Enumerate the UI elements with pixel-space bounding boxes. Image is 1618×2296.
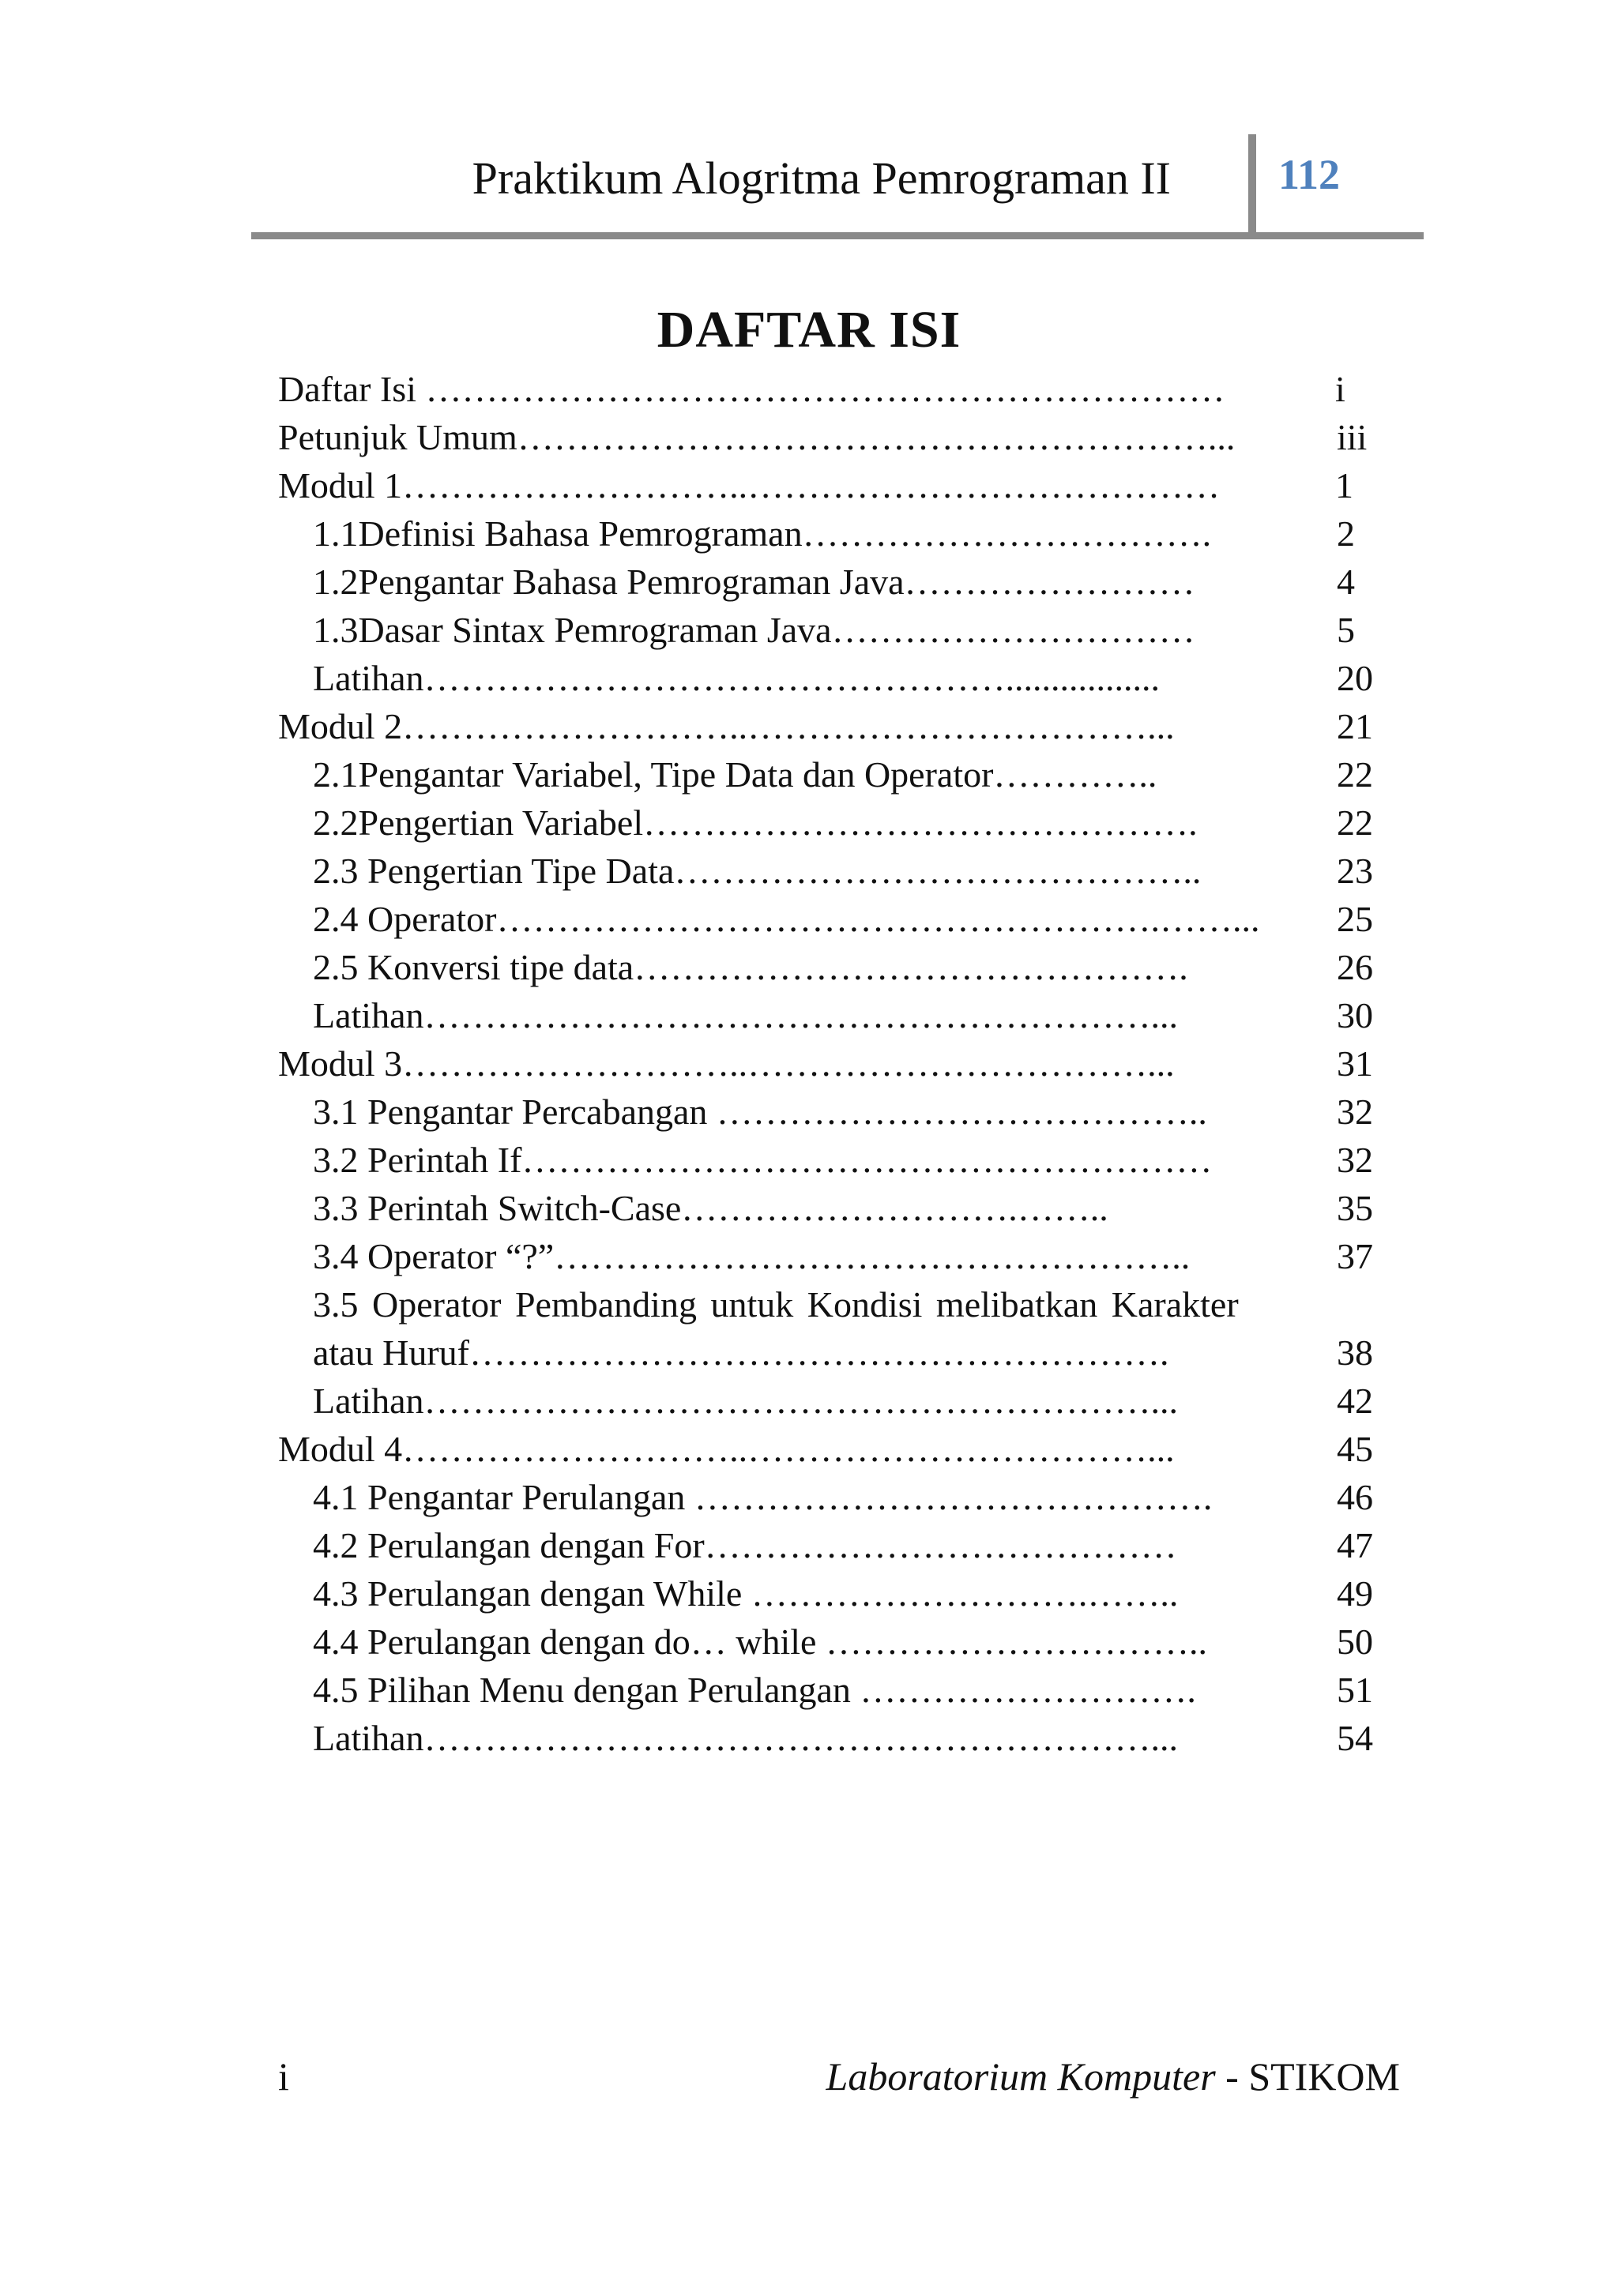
toc-entry-page: 20 [1337, 658, 1373, 698]
toc-entry-text: 1.3Dasar Sintax Pemrograman Java………………………… [313, 610, 1195, 650]
toc-row[interactable] [278, 750, 1400, 799]
toc-row[interactable] [278, 1521, 1400, 1569]
toc-entry-page: 5 [1337, 610, 1355, 650]
toc-entry-text: 2.4 Operator……………………………………………….……... [313, 899, 1260, 939]
toc-row[interactable] [278, 1618, 1400, 1666]
toc-entry-text: 2.2Pengertian Variabel………………………………………. [313, 802, 1198, 843]
toc-entry-page: 42 [1337, 1381, 1373, 1421]
toc-entry-text: Latihan……………………………………………………... [313, 995, 1178, 1035]
toc-entry-page: 32 [1337, 1140, 1373, 1180]
toc-row[interactable] [278, 1425, 1400, 1473]
toc-entry-text: Latihan……………………………………………………... [313, 1381, 1178, 1421]
toc-entry-text: 3.4 Operator “?”…………………………………………….. [313, 1236, 1191, 1276]
toc-entry-page: 54 [1337, 1718, 1373, 1758]
toc-entry-page: iii [1337, 417, 1368, 457]
toc-row[interactable] [278, 1184, 1400, 1232]
toc-entry-text: 3.3 Perintah Switch-Case……………………….…….. [313, 1188, 1108, 1228]
toc-row[interactable] [278, 1136, 1400, 1184]
toc-entry-page: 49 [1337, 1573, 1373, 1614]
toc-row[interactable] [278, 1280, 1400, 1328]
toc-row[interactable] [278, 991, 1400, 1039]
page-header [251, 134, 1424, 245]
footer-lab-name: Laboratorium Komputer [826, 2054, 1216, 2099]
toc-entry-text: 3.1 Pengantar Percabangan ………………………………….. [313, 1092, 1207, 1132]
toc-entry-page: 50 [1337, 1621, 1373, 1662]
header-divider [1248, 134, 1256, 239]
table-of-contents [278, 365, 1400, 1762]
toc-entry-text: 1.2Pengantar Bahasa Pemrograman Java…………………… [313, 562, 1195, 602]
toc-entry-text: 4.4 Perulangan dengan do… while ………………………….. [313, 1621, 1207, 1662]
toc-entry-page: 22 [1337, 802, 1373, 843]
toc-entry-page: 22 [1337, 754, 1373, 795]
toc-entry-page: 26 [1337, 947, 1373, 987]
toc-entry-text: Modul 4………………………..……………………………... [278, 1429, 1175, 1469]
toc-entry-page: 4 [1337, 562, 1355, 602]
toc-entry-text: 4.5 Pilihan Menu dengan Perulangan ………………………. [313, 1670, 1196, 1710]
toc-entry-page: 31 [1337, 1043, 1373, 1084]
toc-entry-text: 2.1Pengantar Variabel, Tipe Data dan Operator………….. [313, 754, 1157, 795]
toc-row[interactable] [278, 606, 1400, 654]
toc-row[interactable] [278, 702, 1400, 750]
footer-org-name: STIKOM [1248, 2054, 1400, 2099]
toc-entry-page: 23 [1337, 851, 1373, 891]
header-rule [251, 232, 1424, 239]
toc-entry-page: 47 [1337, 1525, 1373, 1565]
toc-row[interactable] [278, 1569, 1400, 1618]
toc-entry-text: 1.1Definisi Bahasa Pemrograman……………………………. [313, 513, 1212, 554]
toc-entry-page: 32 [1337, 1092, 1373, 1132]
toc-row[interactable] [278, 1666, 1400, 1714]
toc-entry-text: 2.3 Pengertian Tipe Data…………………………………….. [313, 851, 1202, 891]
toc-row[interactable] [278, 1473, 1400, 1521]
toc-row[interactable] [278, 1088, 1400, 1136]
toc-entry-page: 35 [1337, 1188, 1373, 1228]
toc-row[interactable] [278, 365, 1400, 413]
toc-entry-text: Modul 2………………………..……………………………... [278, 706, 1175, 746]
toc-row[interactable] [278, 895, 1400, 943]
toc-entry-text: 3.5 Operator Pembanding untuk Kondisi melibatkan Karakter [313, 1284, 1239, 1325]
header-title: Praktikum Alogritma Pemrograman II [472, 152, 1171, 204]
toc-entry-text: 4.1 Pengantar Perulangan ……………………………………. [313, 1477, 1213, 1517]
toc-entry-page: 21 [1337, 706, 1373, 746]
toc-row[interactable] [278, 413, 1400, 461]
toc-entry-page: 38 [1337, 1332, 1373, 1373]
page-footer [278, 2054, 1400, 2109]
toc-row[interactable] [278, 799, 1400, 847]
toc-entry-text: 4.3 Perulangan dengan While ……………………….…….. [313, 1573, 1179, 1614]
toc-entry-page: 25 [1337, 899, 1373, 939]
toc-entry-text: 2.5 Konversi tipe data………………………………………. [313, 947, 1188, 987]
toc-entry-text: 4.2 Perulangan dengan For………………………………… [313, 1525, 1177, 1565]
toc-entry-page: 2 [1337, 513, 1355, 554]
page-title: DAFTAR ISI [657, 301, 961, 359]
toc-row[interactable] [278, 654, 1400, 702]
toc-entry-text: Petunjuk Umum…………………………………………………... [278, 417, 1236, 457]
toc-row[interactable] [278, 1377, 1400, 1425]
toc-entry-page: 46 [1337, 1477, 1373, 1517]
toc-row[interactable] [278, 1714, 1400, 1762]
toc-row[interactable] [278, 1039, 1400, 1088]
toc-entry-text: Latihan…………………………………………................. [313, 658, 1160, 698]
toc-entry-page: 51 [1337, 1670, 1373, 1710]
toc-row[interactable] [278, 1232, 1400, 1280]
footer-page-number: i [278, 2054, 289, 2099]
toc-row[interactable] [278, 943, 1400, 991]
toc-entry-text: Daftar Isi ………………………………………………………… [278, 369, 1225, 409]
header-page-number: 112 [1278, 151, 1341, 198]
toc-row[interactable] [278, 558, 1400, 606]
toc-entry-page: 45 [1337, 1429, 1373, 1469]
toc-entry-page: 37 [1337, 1236, 1373, 1276]
toc-entry-text: Modul 3………………………..……………………………... [278, 1043, 1175, 1084]
toc-row[interactable] [278, 509, 1400, 558]
footer-separator: - [1215, 2054, 1249, 2099]
toc-entry-text: Modul 1………………………..………………………………… [278, 465, 1221, 505]
toc-row[interactable] [278, 1328, 1400, 1377]
footer-attribution [826, 2054, 1400, 2099]
toc-entry-text: atau Huruf…………………………………………………. [313, 1332, 1169, 1373]
toc-entry-page: i [1335, 369, 1345, 409]
toc-row[interactable] [278, 847, 1400, 895]
toc-row[interactable] [278, 461, 1400, 509]
toc-entry-text: 3.2 Perintah If………………………………………………… [313, 1140, 1213, 1180]
toc-entry-page: 30 [1337, 995, 1373, 1035]
toc-entry-text: Latihan……………………………………………………... [313, 1718, 1178, 1758]
toc-entry-page: 1 [1335, 465, 1353, 505]
